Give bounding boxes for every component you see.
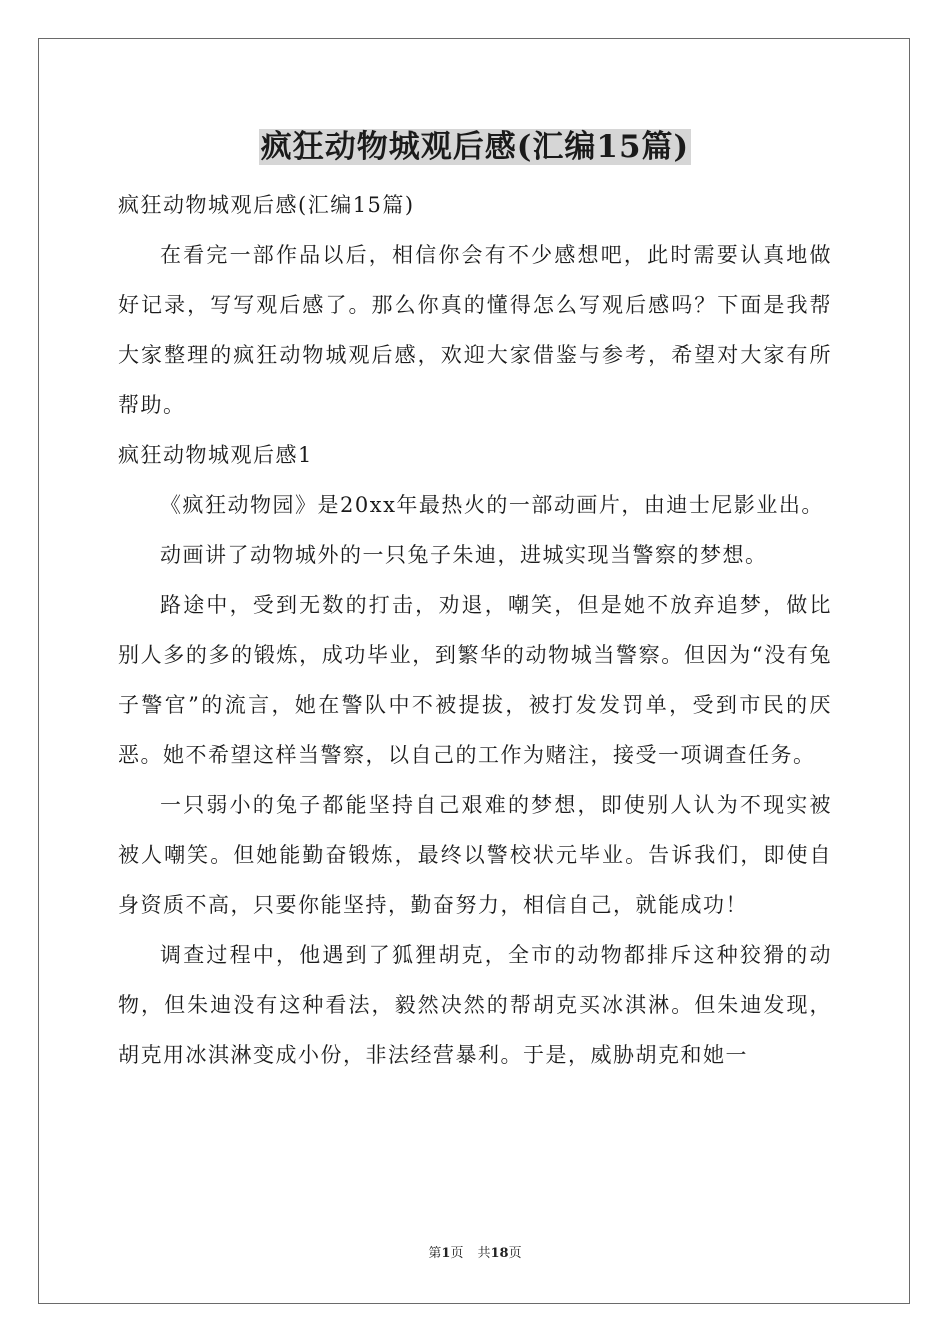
document-title (0, 126, 950, 168)
paragraph: 调查过程中，他遇到了狐狸胡克，全市的动物都排斥这种狡猾的动物，但朱迪没有这种看法，毅然决然的帮胡克买冰淇淋。但朱迪发现，胡克用冰淇淋变成小份，非法经营暴利。于是，威胁胡克和她一 (118, 943, 832, 1067)
paragraph: 动画讲了动物城外的一只兔子朱迪，进城实现当警察的梦想。 (160, 543, 768, 567)
document-title-text: 疯狂动物城观后感(汇编15篇) (260, 129, 690, 165)
total-prefix: 共 (477, 1246, 491, 1261)
paragraph: 疯狂动物城观后感(汇编15篇) (118, 193, 415, 217)
current-page-number: 1 (441, 1246, 451, 1261)
document-body (118, 180, 832, 1080)
page-suffix: 页 (450, 1246, 464, 1261)
total-suffix: 页 (508, 1246, 522, 1261)
page-footer (0, 1244, 950, 1264)
paragraph: 路途中，受到无数的打击，劝退，嘲笑，但是她不放弃追梦，做比别人多的多的锻炼，成功毕业，到繁华的动物城当警察。但因为“没有兔子警官”的流言，她在警队中不被提拔，被打发发罚单，受到市民的厌恶。她不希望这样当警察，以自己的工作为赌注，接受一项调查任务。 (118, 593, 832, 767)
paragraph: 在看完一部作品以后，相信你会有不少感想吧，此时需要认真地做好记录，写写观后感了。那么你真的懂得怎么写观后感吗？下面是我帮大家整理的疯狂动物城观后感，欢迎大家借鉴与参考，希望对大家有所帮助。 (118, 243, 832, 417)
paragraph: 《疯狂动物园》是20xx年最热火的一部动画片，由迪士尼影业出。 (160, 493, 824, 517)
total-pages-number: 18 (490, 1246, 509, 1261)
paragraph: 一只弱小的兔子都能坚持自己艰难的梦想，即使别人认为不现实被被人嘲笑。但她能勤奋锻炼，最终以警校状元毕业。告诉我们，即使自身资质不高，只要你能坚持，勤奋努力，相信自己，就能成功！ (118, 793, 832, 917)
section-heading: 疯狂动物城观后感1 (118, 443, 313, 467)
page-prefix: 第 (428, 1246, 442, 1261)
